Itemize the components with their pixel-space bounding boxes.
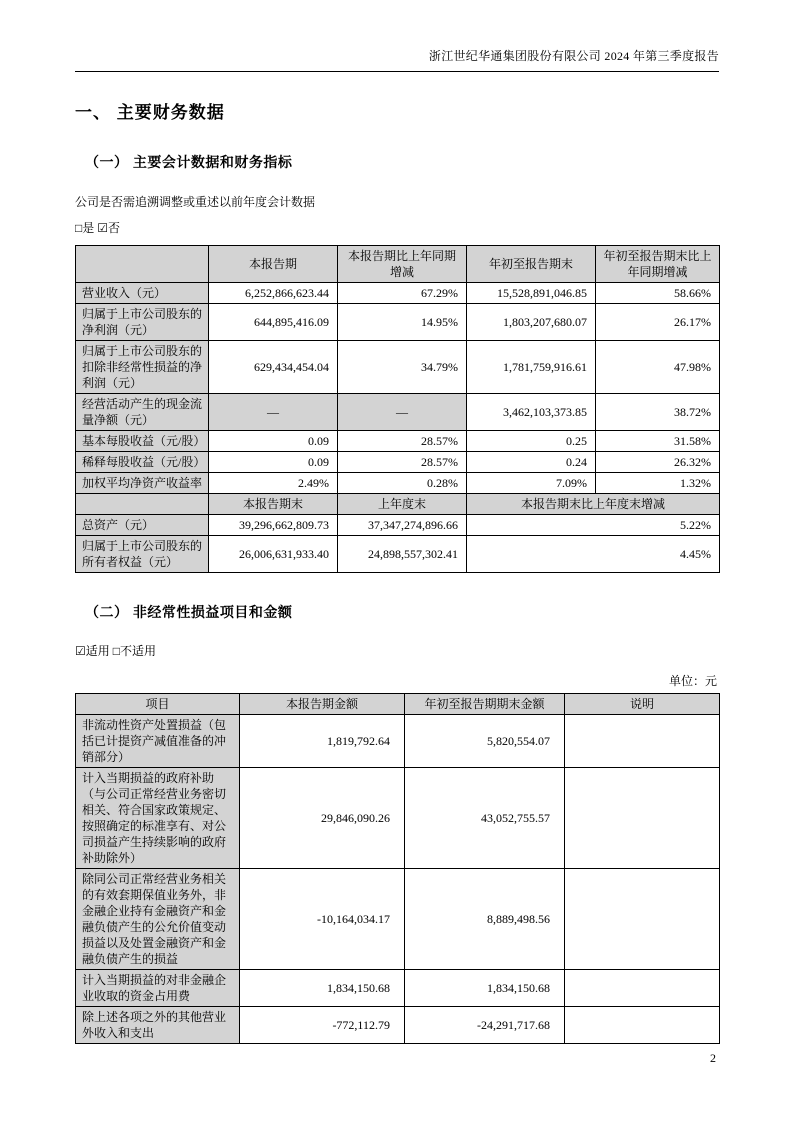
table-header-cell: 年初至报告期末 — [467, 246, 596, 283]
unit-label: 单位：元 — [668, 674, 717, 688]
checkbox-applicable: ☑适用 — [75, 644, 110, 658]
row-label-cell: 经营活动产生的现金流量净额（元） — [76, 394, 209, 431]
value-cell: 38.72% — [596, 394, 720, 431]
value-cell: 0.09 — [209, 431, 338, 452]
row-label-cell: 归属于上市公司股东的净利润（元） — [76, 304, 209, 341]
row-label-cell: 基本每股收益（元/股） — [76, 431, 209, 452]
value-cell: 47.98% — [596, 341, 720, 394]
value-cell: 0.09 — [209, 452, 338, 473]
value-cell: 24,898,557,302.41 — [338, 536, 467, 573]
table-header-cell: 本报告期末 — [209, 494, 338, 515]
value-cell: -24,291,717.68 — [405, 1007, 565, 1044]
row-label-cell: 除上述各项之外的其他营业外收入和支出 — [76, 1007, 240, 1044]
value-cell: 26.32% — [596, 452, 720, 473]
applicability-checkboxes — [75, 642, 719, 659]
restatement-question: 公司是否需追溯调整或重述以前年度会计数据 — [75, 195, 316, 209]
value-cell: 1,834,150.68 — [240, 970, 405, 1007]
note-cell — [565, 768, 720, 869]
table-row — [76, 715, 720, 768]
value-cell: 28.57% — [338, 431, 467, 452]
row-label-cell: 归属于上市公司股东的所有者权益（元） — [76, 536, 209, 573]
page-number: 2 — [710, 1051, 716, 1065]
row-label-cell: 营业收入（元） — [76, 283, 209, 304]
table-header-cell: 上年度末 — [338, 494, 467, 515]
table-header-cell: 项目 — [76, 694, 240, 715]
row-label-cell: 计入当期损益的政府补助（与公司正常经营业务密切相关、符合国家政策规定、按照确定的标准享有、对公司损益产生持续影响的政府补助除外） — [76, 768, 240, 869]
value-cell: 1,834,150.68 — [405, 970, 565, 1007]
table-row — [76, 515, 720, 536]
value-cell: 2.49% — [209, 473, 338, 494]
value-cell: 629,434,454.04 — [209, 341, 338, 394]
note-cell — [565, 970, 720, 1007]
table-header-row — [76, 694, 720, 715]
value-cell: 15,528,891,046.85 — [467, 283, 596, 304]
table-row — [76, 341, 720, 394]
key-financials-table — [75, 245, 720, 573]
value-cell: 0.28% — [338, 473, 467, 494]
value-cell: 8,889,498.56 — [405, 869, 565, 970]
value-cell: 7.09% — [467, 473, 596, 494]
table-row — [76, 473, 720, 494]
value-cell: 67.29% — [338, 283, 467, 304]
table-row — [76, 283, 720, 304]
value-cell: 26,006,631,933.40 — [209, 536, 338, 573]
table-row — [76, 1007, 720, 1044]
value-cell: 26.17% — [596, 304, 720, 341]
row-label-cell: 归属于上市公司股东的扣除非经常性损益的净利润（元） — [76, 341, 209, 394]
value-cell: 29,846,090.26 — [240, 768, 405, 869]
checkbox-yes: □是 — [75, 221, 95, 235]
value-cell: 58.66% — [596, 283, 720, 304]
note-cell — [565, 715, 720, 768]
table-row — [76, 536, 720, 573]
value-cell-empty-dash: — — [338, 394, 467, 431]
value-cell: 3,462,103,373.85 — [467, 394, 596, 431]
note-cell — [565, 869, 720, 970]
value-cell: 14.95% — [338, 304, 467, 341]
row-label-cell: 除同公司正常经营业务相关的有效套期保值业务外，非金融企业持有金融资产和金融负债产生的公允价值变动损益以及处置金融资产和金融负债产生的损益 — [76, 869, 240, 970]
value-cell: 6,252,866,623.44 — [209, 283, 338, 304]
table-row — [76, 970, 720, 1007]
section-heading-main-financial-data: 一、 主要财务数据 — [75, 103, 225, 122]
value-cell: 31.58% — [596, 431, 720, 452]
page-header-title: 浙江世纪华通集团股份有限公司 2024 年第三季度报告 — [75, 47, 719, 72]
value-cell: 1,819,792.64 — [240, 715, 405, 768]
row-label-cell: 总资产（元） — [76, 515, 209, 536]
value-cell: 43,052,755.57 — [405, 768, 565, 869]
table-header-cell: 本报告期比上年同期增减 — [338, 246, 467, 283]
row-label-cell: 计入当期损益的对非金融企业收取的资金占用费 — [76, 970, 240, 1007]
value-cell: 0.24 — [467, 452, 596, 473]
value-cell: 4.45% — [467, 536, 720, 573]
table-row — [76, 869, 720, 970]
table-header-cell: 本报告期 — [209, 246, 338, 283]
table-header-cell: 年初至报告期期末金额 — [405, 694, 565, 715]
table-header-cell: 说明 — [565, 694, 720, 715]
value-cell: 5,820,554.07 — [405, 715, 565, 768]
row-label-cell: 加权平均净资产收益率 — [76, 473, 209, 494]
row-label-cell: 非流动性资产处置损益（包括已计提资产减值准备的冲销部分） — [76, 715, 240, 768]
note-cell — [565, 1007, 720, 1044]
table-subheader-row — [76, 494, 720, 515]
value-cell: 5.22% — [467, 515, 720, 536]
value-cell: -10,164,034.17 — [240, 869, 405, 970]
table-header-row — [76, 246, 720, 283]
value-cell: -772,112.79 — [240, 1007, 405, 1044]
row-label-cell: 稀释每股收益（元/股） — [76, 452, 209, 473]
table-row — [76, 304, 720, 341]
subsection-heading-nonrecurring-items: （二） 非经常性损益项目和金额 — [85, 604, 293, 620]
value-cell: 28.57% — [338, 452, 467, 473]
table-row — [76, 431, 720, 452]
checkbox-no: ☑否 — [97, 221, 121, 235]
table-row — [76, 452, 720, 473]
subsection-heading-accounting-data: （一） 主要会计数据和财务指标 — [85, 154, 293, 170]
table-row — [76, 768, 720, 869]
value-cell: 34.79% — [338, 341, 467, 394]
table-header-cell: 本报告期金额 — [240, 694, 405, 715]
value-cell: 1,781,759,916.61 — [467, 341, 596, 394]
restatement-checkboxes — [75, 219, 719, 236]
value-cell: 1,803,207,680.07 — [467, 304, 596, 341]
value-cell: 1.32% — [596, 473, 720, 494]
table-header-cell: 本报告期末比上年度末增减 — [467, 494, 720, 515]
nonrecurring-items-table — [75, 693, 720, 1044]
table-header-cell: 年初至报告期末比上年同期增减 — [596, 246, 720, 283]
checkbox-not-applicable: □不适用 — [112, 644, 157, 658]
value-cell: 644,895,416.09 — [209, 304, 338, 341]
table-header-cell — [76, 246, 209, 283]
value-cell-empty-dash: — — [209, 394, 338, 431]
table-header-cell — [76, 494, 209, 515]
value-cell: 0.25 — [467, 431, 596, 452]
value-cell: 39,296,662,809.73 — [209, 515, 338, 536]
table-row — [76, 394, 720, 431]
value-cell: 37,347,274,896.66 — [338, 515, 467, 536]
